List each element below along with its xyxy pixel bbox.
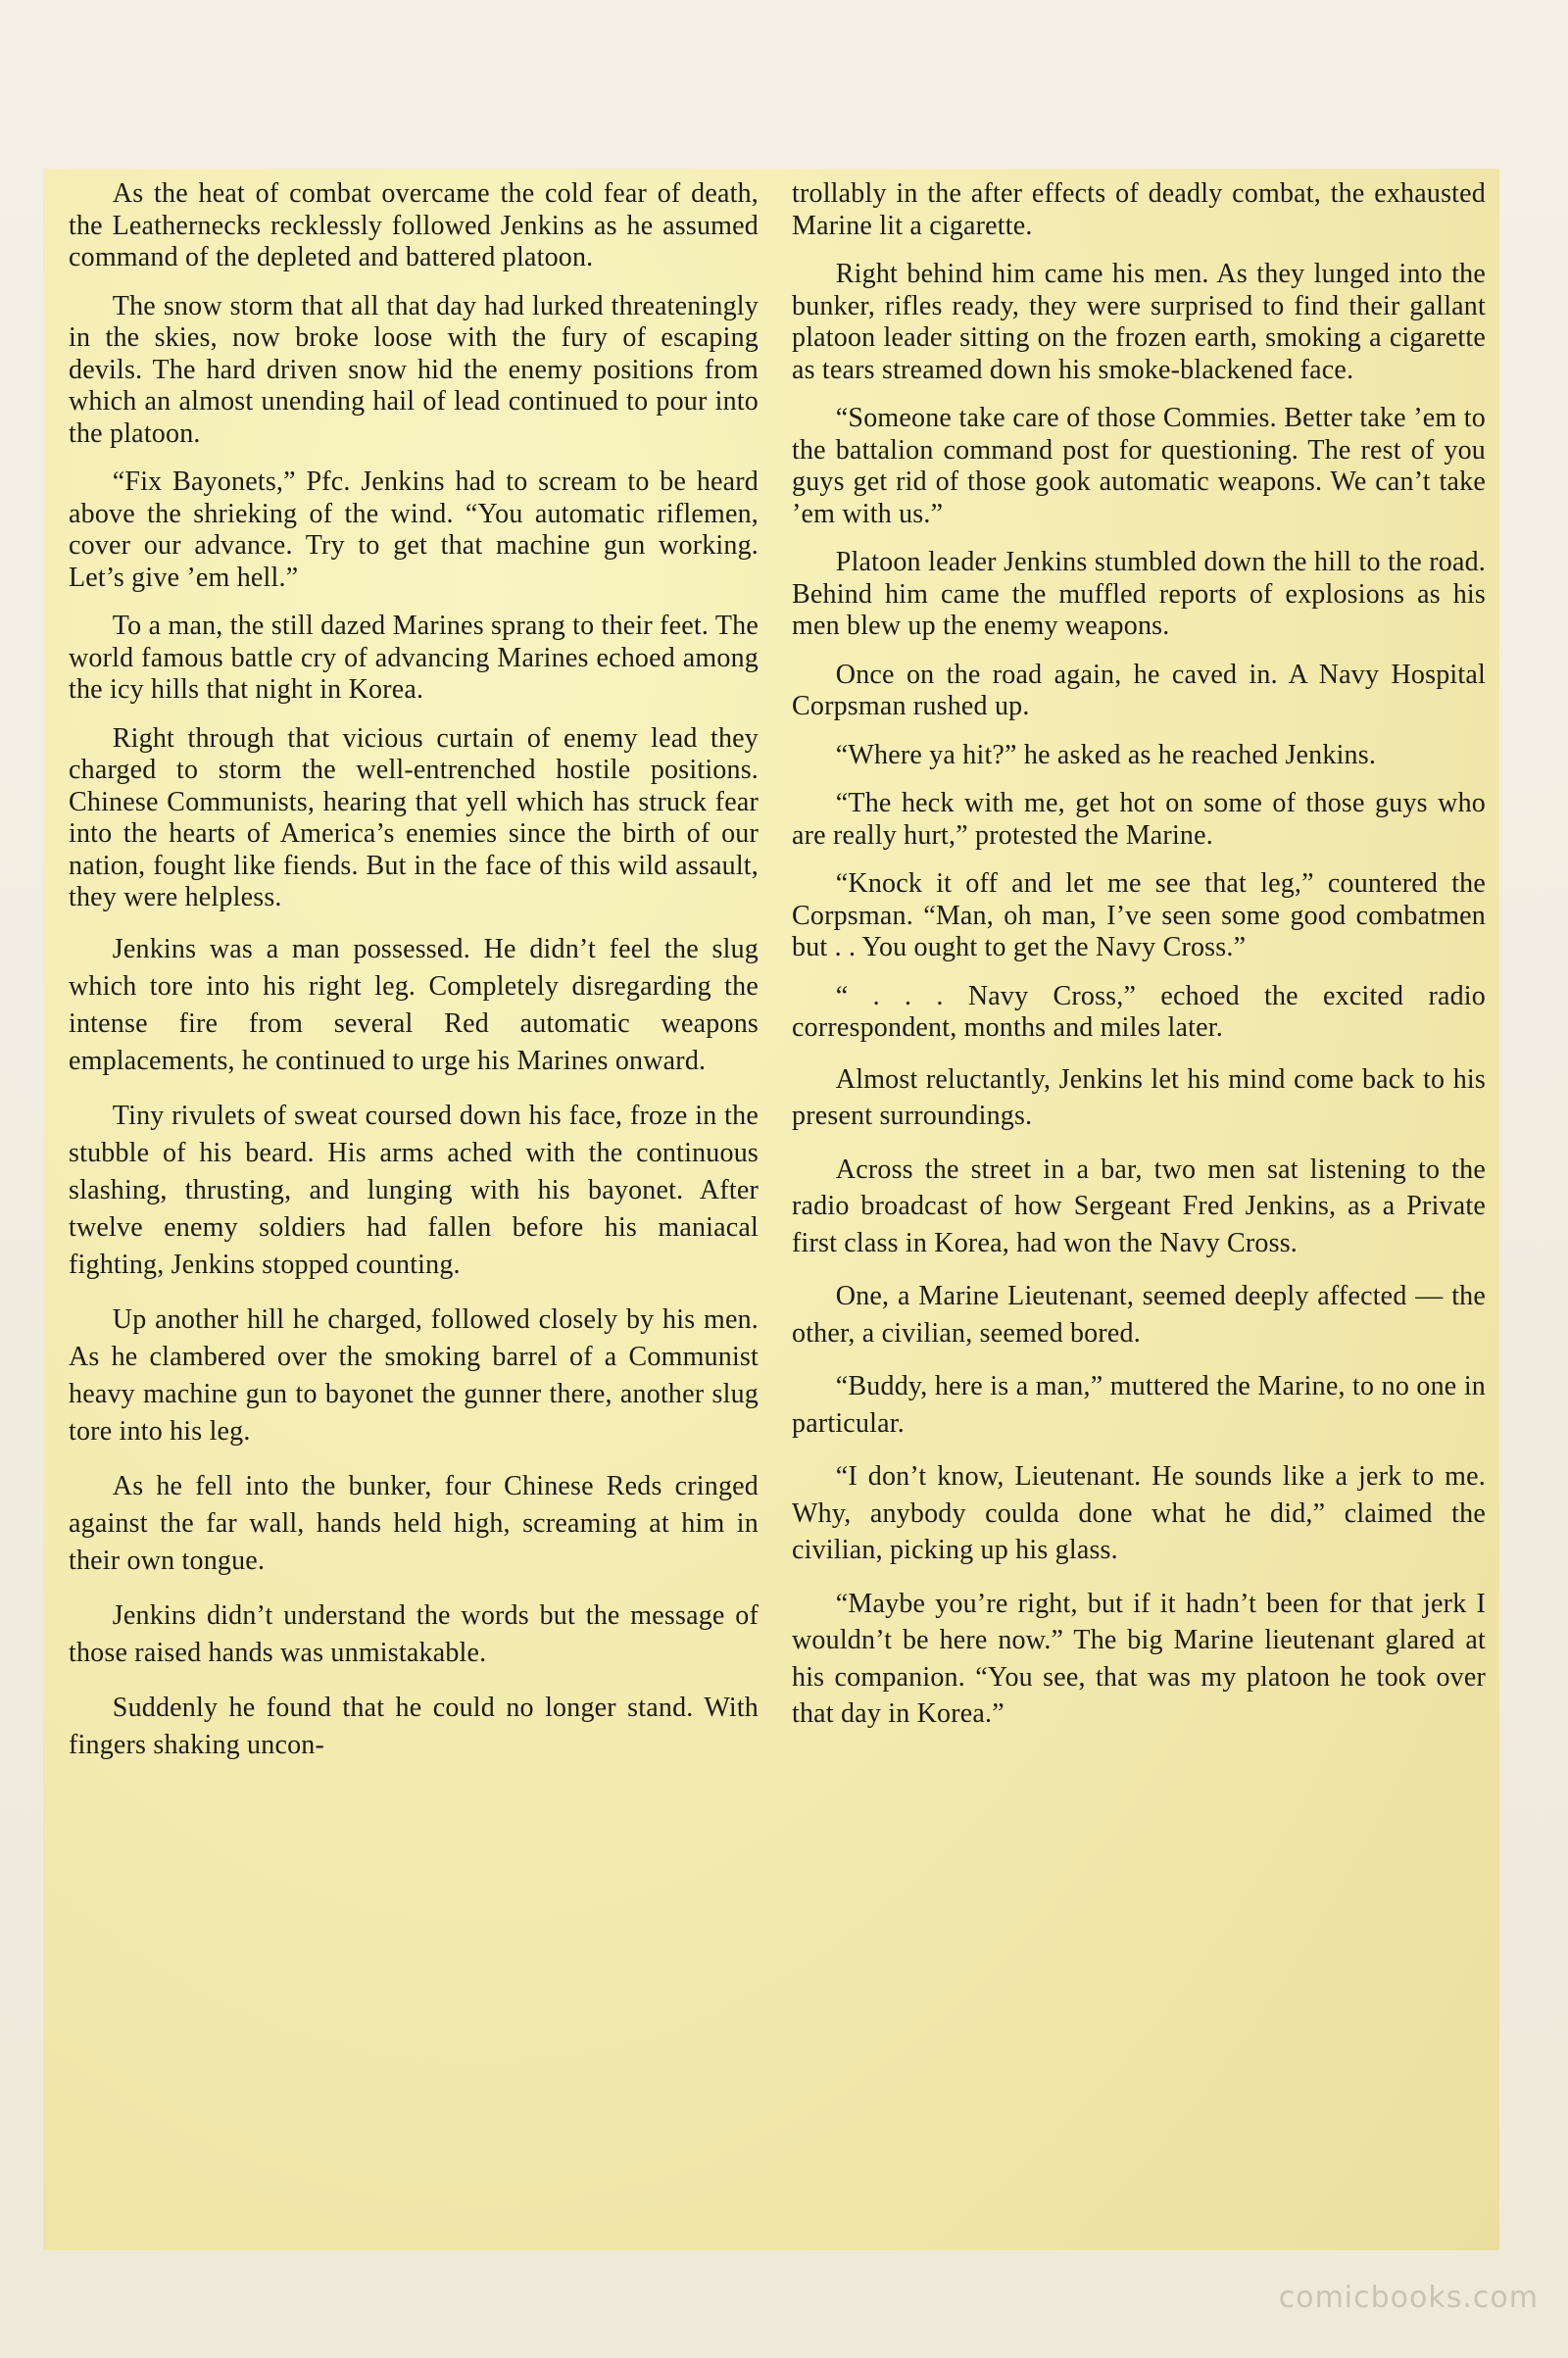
paragraph: The snow storm that all that day had lurked threateningly in the skies, now broke loose with the fury of escaping devils. The hard driven snow hid the enemy positions from which an almost unending hail of lead continued to pour into the platoon. <box>69 290 759 449</box>
paragraph: To a man, the still dazed Marines sprang to their feet. The world famous battle cry of advancing Marines echoed among the icy hills that night in Korea. <box>69 611 759 705</box>
paragraph: “I don’t know, Lieutenant. He sounds like a jerk to me. Why, anybody coulda done what he did,” claimed the civilian, picking up his glass. <box>792 1461 1486 1565</box>
story-text-panel <box>43 169 1499 2250</box>
paragraph: Once on the road again, he caved in. A Navy Hospital Corpsman rushed up. <box>792 659 1486 721</box>
paragraph: As he fell into the bunker, four Chinese Reds cringed against the far wall, hands held high, screaming at him in their own tongue. <box>69 1470 759 1576</box>
paragraph: Jenkins didn’t understand the words but the message of those raised hands was unmistakable. <box>69 1599 759 1668</box>
paragraph: Suddenly he found that he could no longer stand. With fingers shaking uncon- <box>69 1692 759 1760</box>
paragraph: As the heat of combat overcame the cold fear of death, the Leathernecks recklessly followed Jenkins as he assumed command of the depleted and battered platoon. <box>69 178 759 272</box>
paragraph: Right through that vicious curtain of enemy lead they charged to storm the well-entrenched hostile positions. Chinese Communists, hearing that yell which has struck fear into the hearts of America’s enemies since the birth of our nation, fought like fiends. But in the face of this wild assault, they were helpless. <box>69 722 759 912</box>
paragraph: “Fix Bayonets,” Pfc. Jenkins had to scream to be heard above the shrieking of the wind. “You automatic riflemen, cover our advance. Try to get that machine gun working. Let’s give ’em hell.” <box>69 467 759 593</box>
paragraph: Across the street in a bar, two men sat listening to the radio broadcast of how Sergeant Fred Jenkins, as a Private first class in Korea, had won the Navy Cross. <box>792 1154 1486 1258</box>
paragraph: Tiny rivulets of sweat coursed down his face, froze in the stubble of his beard. His arms ached with the continuous slashing, thrusting, and lunging with his bayonet. After twelve enemy soldiers had fallen before his maniacal fighting, Jenkins stopped counting. <box>69 1100 759 1280</box>
paragraph: “Someone take care of those Commies. Better take ’em to the battalion command post for questioning. The rest of you guys get rid of those gook automatic weapons. We can’t take ’em with us.” <box>792 403 1486 529</box>
paragraph: “ . . . Navy Cross,” echoed the excited radio correspondent, months and miles later. <box>792 980 1486 1043</box>
paragraph-continued: trollably in the after effects of deadly combat, the exhausted Marine lit a cigarette. <box>792 178 1486 241</box>
site-watermark: comicbooks.com <box>1278 2281 1539 2315</box>
paragraph: Platoon leader Jenkins stumbled down the hill to the road. Behind him came the muffled reports of explosions as his men blew up the enemy weapons. <box>792 547 1486 641</box>
paragraph: One, a Marine Lieutenant, seemed deeply affected — the other, a civilian, seemed bored. <box>792 1281 1486 1349</box>
paragraph: Jenkins was a man possessed. He didn’t feel the slug which tore into his right leg. Completely disregarding the intense fire from several Red automatic weapons emplacements, he continued to urge his Marines onward. <box>69 933 759 1076</box>
left-text-column <box>57 169 772 1782</box>
paragraph: “Maybe you’re right, but if it hadn’t been for that jerk I wouldn’t be here now.” The big Marine lieutenant glared at his companion. “You see, that was my platoon he took over that day in Korea.” <box>792 1588 1486 1729</box>
paragraph: Almost reluctantly, Jenkins let his mind come back to his present surroundings. <box>792 1063 1486 1131</box>
paragraph: Up another hill he charged, followed closely by his men. As he clambered over the smoking barrel of a Communist heavy machine gun to bayonet the gunner there, another slug tore into his leg. <box>69 1303 759 1447</box>
paragraph: Right behind him came his men. As they lunged into the bunker, rifles ready, they were surprised to find their gallant platoon leader sitting on the frozen earth, smoking a cigarette as tears streamed down his smoke-blackened face. <box>792 259 1486 385</box>
paragraph: “Buddy, here is a man,” muttered the Marine, to no one in particular. <box>792 1371 1486 1439</box>
right-text-column <box>780 169 1494 1749</box>
paragraph: “Where ya hit?” he asked as he reached Jenkins. <box>835 739 1377 770</box>
paragraph: “The heck with me, get hot on some of those guys who are really hurt,” protested the Marine. <box>792 788 1486 851</box>
paragraph: “Knock it off and let me see that leg,” countered the Corpsman. “Man, oh man, I’ve seen some good combatmen but . . You ought to get the Navy Cross.” <box>792 868 1486 962</box>
